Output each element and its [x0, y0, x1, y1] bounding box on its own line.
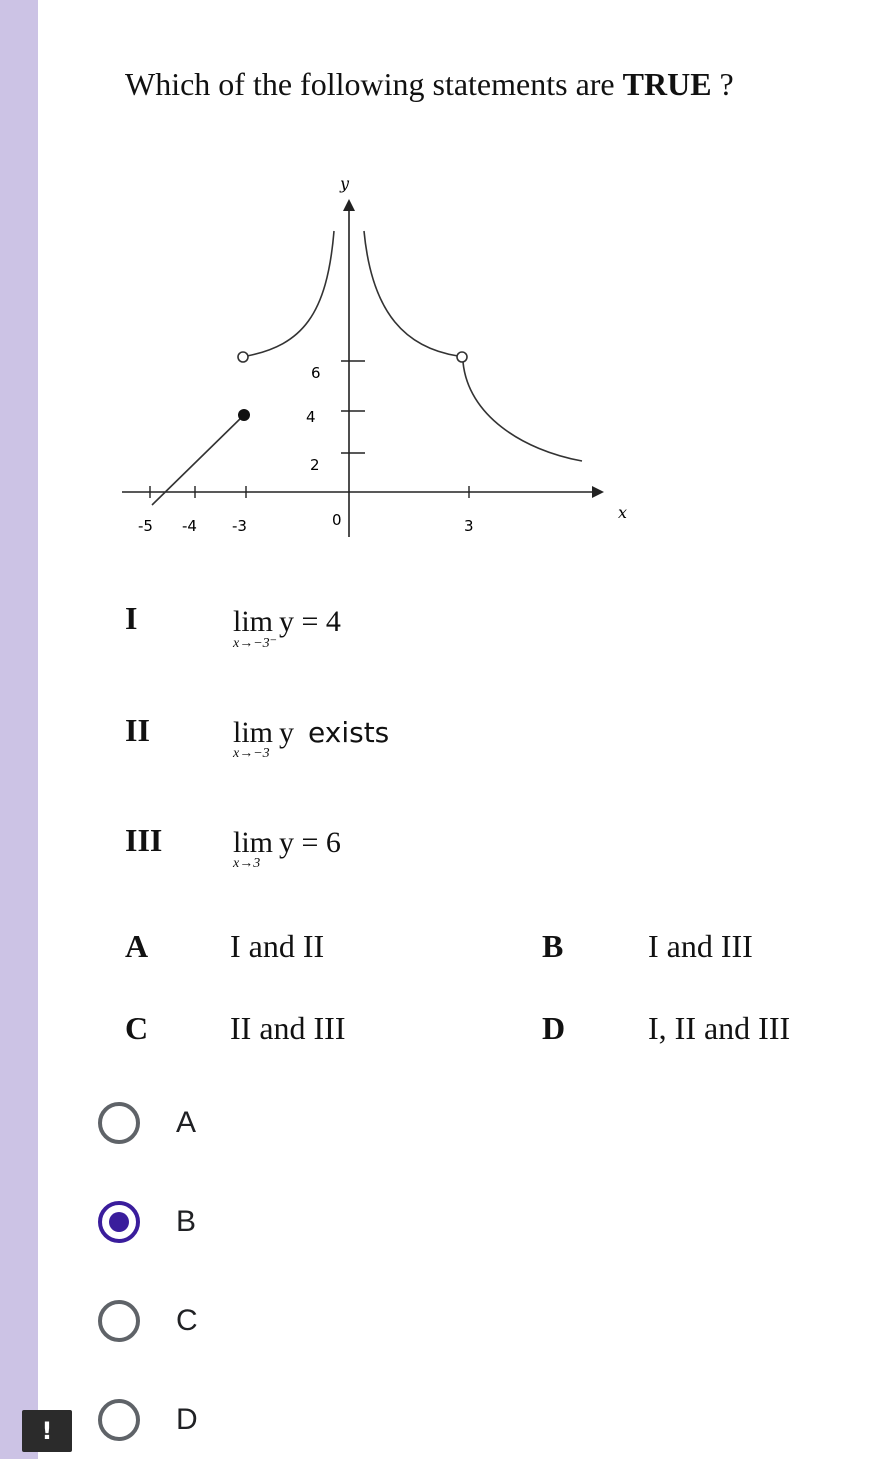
statement-2-expr: y	[279, 716, 295, 749]
y-axis-label: y	[340, 174, 350, 193]
option-c-letter: C	[125, 1010, 149, 1046]
alert-icon[interactable]: !	[22, 1410, 72, 1452]
option-d-letter: D	[542, 1010, 566, 1046]
left-rail	[0, 0, 38, 1459]
answer-label-b: B	[176, 1205, 197, 1238]
statement-3-lim-sub: x→3	[233, 856, 261, 871]
statement-2-lim-word: lim	[233, 716, 274, 749]
left-curve	[247, 231, 334, 356]
answer-label-a: A	[176, 1106, 197, 1139]
option-a-letter: A	[125, 928, 149, 964]
statement-1-limit	[233, 605, 355, 651]
question-emphasis: TRUE	[622, 66, 712, 102]
statement-2-numeral: II	[125, 712, 150, 748]
question-text	[125, 66, 734, 103]
statement-2-extra: exists	[308, 716, 390, 749]
right-curve-lower	[463, 362, 582, 461]
x-tick-label-minus3: -3	[232, 517, 247, 535]
right-curve-upper	[364, 231, 458, 356]
open-point-left	[238, 352, 248, 362]
answer-option-a[interactable]	[98, 1097, 196, 1149]
x-tick-label-0: 0	[332, 511, 342, 529]
option-c-text: II and III	[230, 1010, 346, 1046]
x-tick-label-minus4: -4	[182, 517, 197, 535]
answer-option-c[interactable]	[98, 1295, 198, 1347]
option-d-text: I, II and III	[648, 1010, 791, 1046]
answer-option-d[interactable]	[98, 1394, 198, 1446]
function-graph	[112, 165, 652, 555]
statement-1-lim-word: lim	[233, 605, 274, 638]
statement-3-lim-word: lim	[233, 826, 274, 859]
statement-1-numeral: I	[125, 600, 138, 636]
y-tick-label-4: 4	[306, 408, 316, 426]
option-b-text: I and III	[648, 928, 753, 964]
x-tick-label-3: 3	[464, 517, 474, 535]
option-b-letter: B	[542, 928, 564, 964]
answer-label-d: D	[176, 1403, 198, 1436]
x-tick-label-minus5: -5	[138, 517, 153, 535]
y-tick-label-6: 6	[311, 364, 321, 382]
statement-3-numeral: III	[125, 822, 163, 858]
statement-2-lim-sub: x→−3	[233, 746, 270, 761]
statement-1-expr: y = 4	[279, 605, 341, 638]
radio-a[interactable]	[98, 1102, 140, 1144]
option-a-text: I and II	[230, 928, 325, 964]
statement-1-lim-sub: x→−3⁻	[233, 636, 278, 651]
x-axis-arrow	[592, 486, 604, 498]
question-prefix: Which of the following statements are	[125, 66, 623, 102]
y-tick-label-2: 2	[310, 456, 320, 474]
answer-label-c: C	[176, 1304, 198, 1337]
open-point-right	[457, 352, 467, 362]
question-suffix: ?	[711, 66, 734, 102]
statement-3-limit	[233, 826, 355, 871]
y-axis-arrow	[343, 199, 355, 211]
radio-c[interactable]	[98, 1300, 140, 1342]
closed-point	[238, 409, 250, 421]
answer-option-b[interactable]	[98, 1196, 196, 1248]
radio-d[interactable]	[98, 1399, 140, 1441]
x-axis-label: x	[618, 503, 628, 522]
statement-3-expr: y = 6	[279, 826, 341, 859]
statement-2-limit	[233, 716, 390, 761]
radio-b[interactable]	[98, 1201, 140, 1243]
